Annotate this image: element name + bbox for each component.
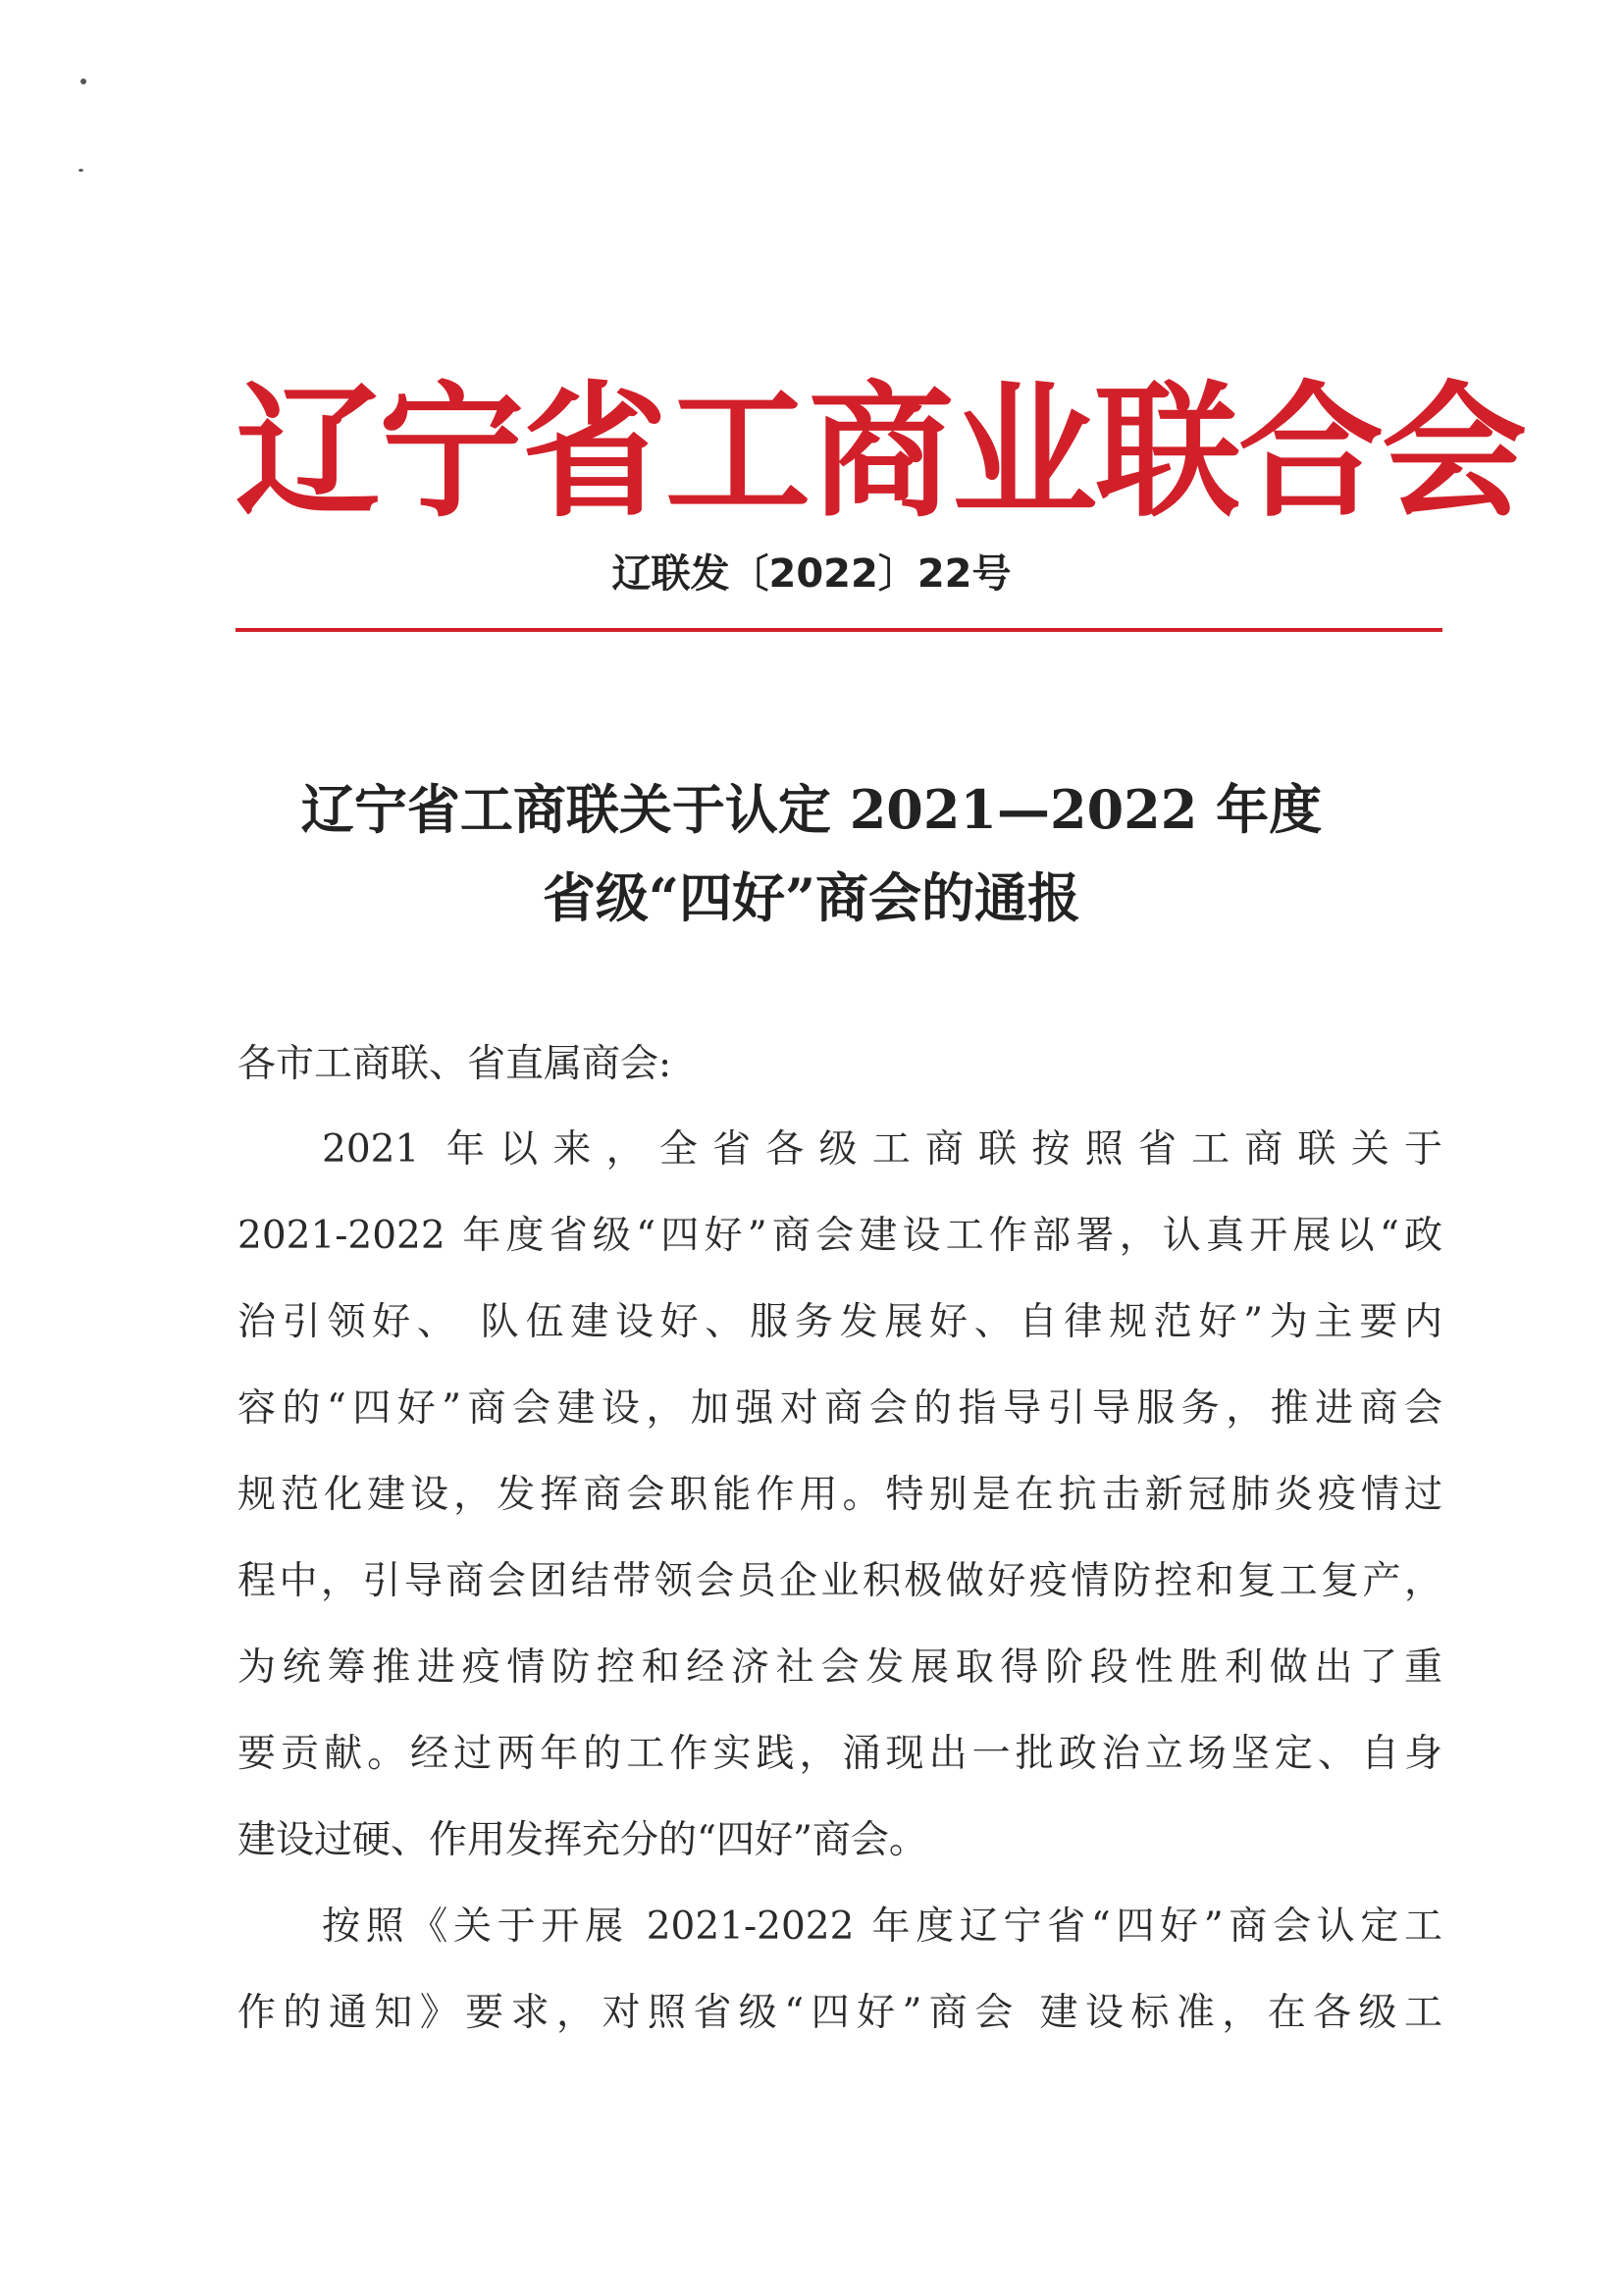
paragraph-line: 规范化建设，发挥商会职能作用。特别是在抗击新冠肺炎疫情过 — [237, 1473, 1442, 1517]
paragraph-line: 按照《关于开展 2021-2022 年度辽宁省“四好”商会认定工 — [322, 1905, 1442, 1949]
body-paragraph-2 — [237, 1884, 1442, 2057]
red-divider-line — [236, 628, 1442, 632]
paragraph-line: 建设过硬、作用发挥充分的“四好”商会。 — [237, 1818, 927, 1862]
paragraph-line: 2021 年以来，全省各级工商联按照省工商联关于 — [322, 1127, 1442, 1172]
paragraph-line: 为统筹推进疫情防控和经济社会发展取得阶段性胜利做出了重 — [237, 1645, 1442, 1690]
title-line: 省级“四好”商会的通报 — [542, 866, 1081, 929]
paragraph-line: 作的通知》要求，对照省级“四好”商会 建设标准，在各级工 — [237, 1991, 1442, 2035]
scan-speck — [80, 78, 86, 84]
paragraph-line: 容的“四好”商会建设，加强对商会的指导引导服务，推进商会 — [237, 1386, 1442, 1431]
paragraph-line: 要贡献。经过两年的工作实践，涌现出一批政治立场坚定、自身 — [237, 1732, 1442, 1776]
paragraph-line: 2021-2022 年度省级“四好”商会建设工作部署，认真开展以“政 — [237, 1214, 1442, 1258]
document-title — [0, 765, 1623, 942]
body-paragraph-1 — [237, 1107, 1442, 1884]
scan-speck — [79, 169, 83, 172]
issuer-masthead: 辽宁省工商业联合会 — [236, 366, 1525, 537]
title-line: 辽宁省工商联关于认定 2021—2022 年度 — [300, 778, 1323, 841]
salutation: 各市工商联、省直属商会: — [237, 1042, 672, 1086]
paragraph-line: 程中，引导商会团结带领会员企业积极做好疫情防控和复工复产， — [237, 1559, 1442, 1603]
paragraph-line: 治引领好、 队伍建设好、服务发展好、自律规范好”为主要内 — [237, 1300, 1442, 1344]
document-number: 辽联发〔2022〕22号 — [611, 551, 1012, 597]
